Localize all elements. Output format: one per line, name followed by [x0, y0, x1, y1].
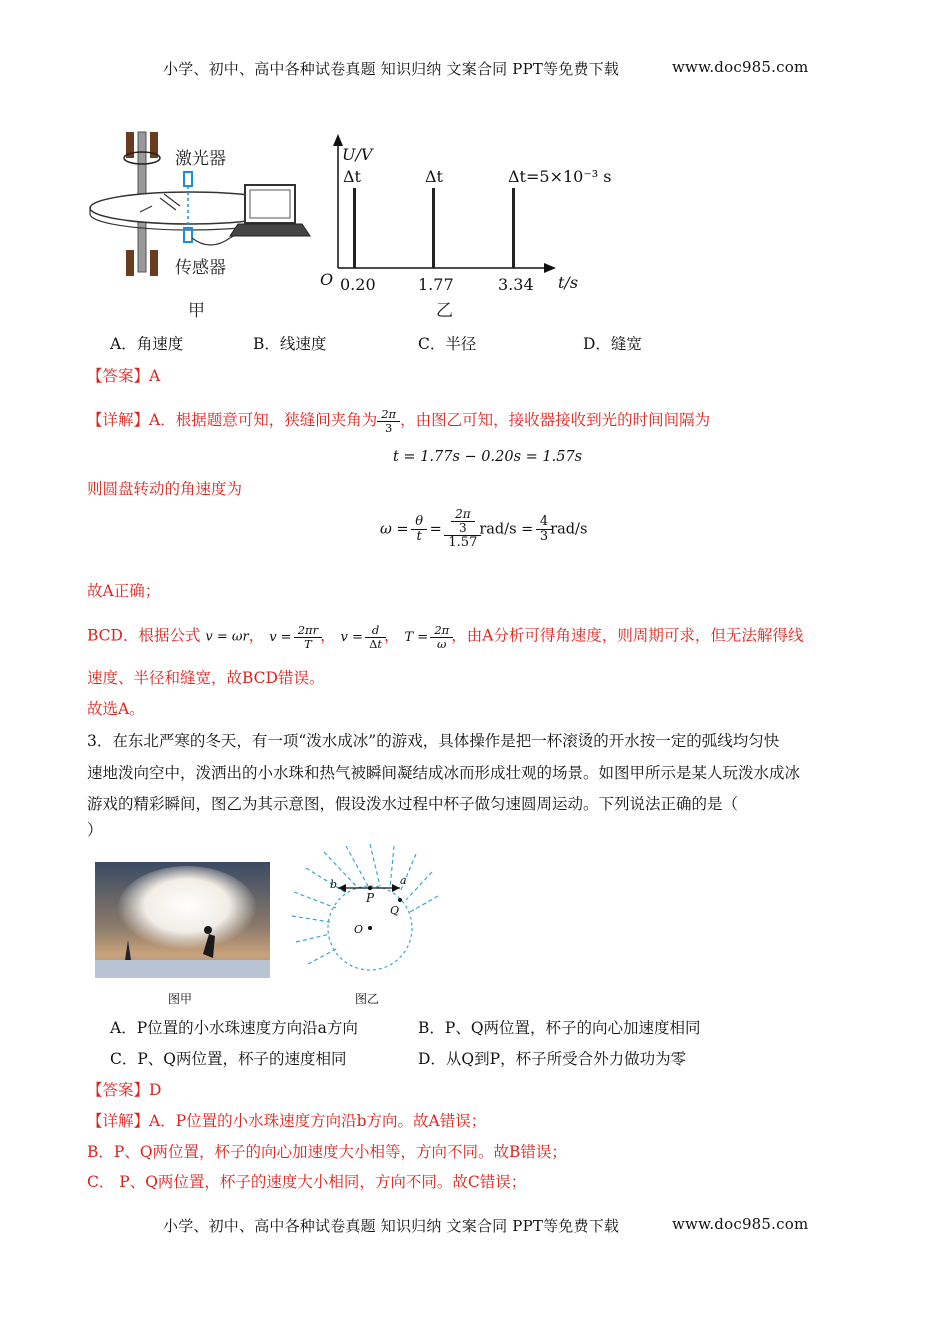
svg-text:b: b: [330, 878, 338, 891]
origin-label: O: [320, 270, 334, 289]
bearing-bottom-left: [126, 250, 134, 276]
tick-1: 1.77: [418, 275, 454, 294]
option-b: B．线速度: [253, 335, 327, 353]
bcd-line2: 速度、半径和缝宽，故BCD错误。: [87, 669, 325, 687]
answer-q2: 【答案】A: [87, 367, 161, 385]
figure-rotating-disk: [80, 120, 612, 330]
pulse-3: [512, 188, 515, 268]
q3-option-c: C．P、Q两位置，杯子的速度相同: [110, 1050, 347, 1068]
x-axis-label: t/s: [558, 273, 579, 292]
caption-diagram: 图乙: [355, 992, 380, 1006]
diagram-circular-motion: [288, 842, 448, 982]
caption-yi: 乙: [436, 301, 453, 321]
q3-option-b: B．P、Q两位置，杯子的向心加速度相同: [418, 1019, 701, 1037]
equation-t: t = 1.77s − 0.20s = 1.57s: [393, 449, 583, 465]
q3-stem-3: 游戏的精彩瞬间，图乙为其示意图，假设泼水过程中杯子做匀速圆周运动。下列说法正确的是（: [87, 795, 739, 813]
svg-text:P: P: [366, 891, 375, 905]
pulse-label-2: Δt: [425, 167, 443, 186]
q3-stem-2: 速地泼向空中，泼洒出的小水珠和热气被瞬间凝结成冰而形成壮观的场景。如图甲所示是某人玩泼水成冰: [87, 764, 801, 782]
bearing-bottom-right: [150, 250, 158, 276]
equation-omega: ω = $\frac{\theta}{t}$ = $\frac{\frac{2\pi}{3}}{1.57}$ rad/s = $\frac{4}{3}$ rad/s: [380, 507, 588, 551]
detail-q3-a: 【详解】A．P位置的小水珠速度方向沿b方向。故A错误；: [87, 1112, 487, 1130]
svg-text:a: a: [400, 874, 407, 887]
option-d: D．缝宽: [583, 335, 642, 353]
pulse-label-3: Δt=5×10⁻³ s: [508, 167, 612, 186]
footer-text: 小学、初中、高中各种试卷真题 知识归纳 文案合同 PPT等免费下载: [163, 1217, 620, 1235]
choose-a: 故选A。: [87, 700, 145, 718]
footer-site: www.doc985.com: [672, 1215, 809, 1233]
svg-text:O: O: [354, 923, 364, 936]
detail-q3-c: C． P、Q两位置，杯子的速度大小相同，方向不同。故C错误；: [87, 1173, 527, 1191]
computer-keyboard-icon: [230, 224, 310, 236]
svg-text:Q: Q: [390, 904, 400, 917]
caption-jia: 甲: [188, 301, 205, 321]
header-text: 小学、初中、高中各种试卷真题 知识归纳 文案合同 PPT等免费下载: [163, 60, 620, 78]
a-correct: 故A正确；: [87, 582, 161, 600]
photo-splash-ice: [95, 862, 270, 978]
pulse-2: [432, 188, 435, 268]
option-a: A．角速度: [110, 335, 184, 353]
q3-option-a: A．P位置的小水珠速度方向沿a方向: [110, 1019, 358, 1037]
laser-icon: [184, 172, 192, 186]
header-site: www.doc985.com: [672, 58, 809, 76]
q3-option-d: D．从Q到P，杯子所受合外力做功为零: [418, 1050, 687, 1068]
pulse-1: [353, 188, 356, 268]
q3-stem-4: ）: [87, 821, 103, 839]
q3-stem-1: 3．在东北严寒的冬天，有一项“泼水成冰”的游戏，具体操作是把一杯滚烫的开水按一定的弧线均匀快: [87, 732, 780, 750]
caption-photo: 图甲: [168, 992, 193, 1006]
option-c: C．半径: [418, 335, 477, 353]
fraction-2pi-3: $\frac{2\pi}{3}$: [379, 408, 398, 434]
sensor-label: 传感器: [175, 258, 226, 278]
tick-0: 0.20: [340, 275, 376, 294]
detail-q2-a: 【详解】A．根据题意可知，狭缝间夹角为 $\frac{2\pi}{3}$ ，由图乙可知，接收器接收到光的时间间隔为: [87, 407, 711, 435]
line-omega: 则圆盘转动的角速度为: [87, 480, 243, 498]
detail-q3-b: B．P、Q两位置，杯子的向心加速度大小相等，方向不同。故B错误；: [87, 1143, 567, 1161]
y-axis-label: U/V: [342, 145, 373, 164]
detail-q2-bcd: BCD．根据公式 v = ωr， v = $\frac{2\pi r}{T}$ ， v = $\frac{d}{\Delta t}$ ， T = $\frac{2\pi}{\omega}$ ，由A分析可得角速度，则周期可求，但无法解得线: [87, 623, 804, 651]
tick-2: 3.34: [498, 275, 534, 294]
pulse-label-1: Δt: [343, 167, 361, 186]
answer-q3: 【答案】D: [87, 1081, 162, 1099]
laser-label: 激光器: [175, 149, 226, 169]
